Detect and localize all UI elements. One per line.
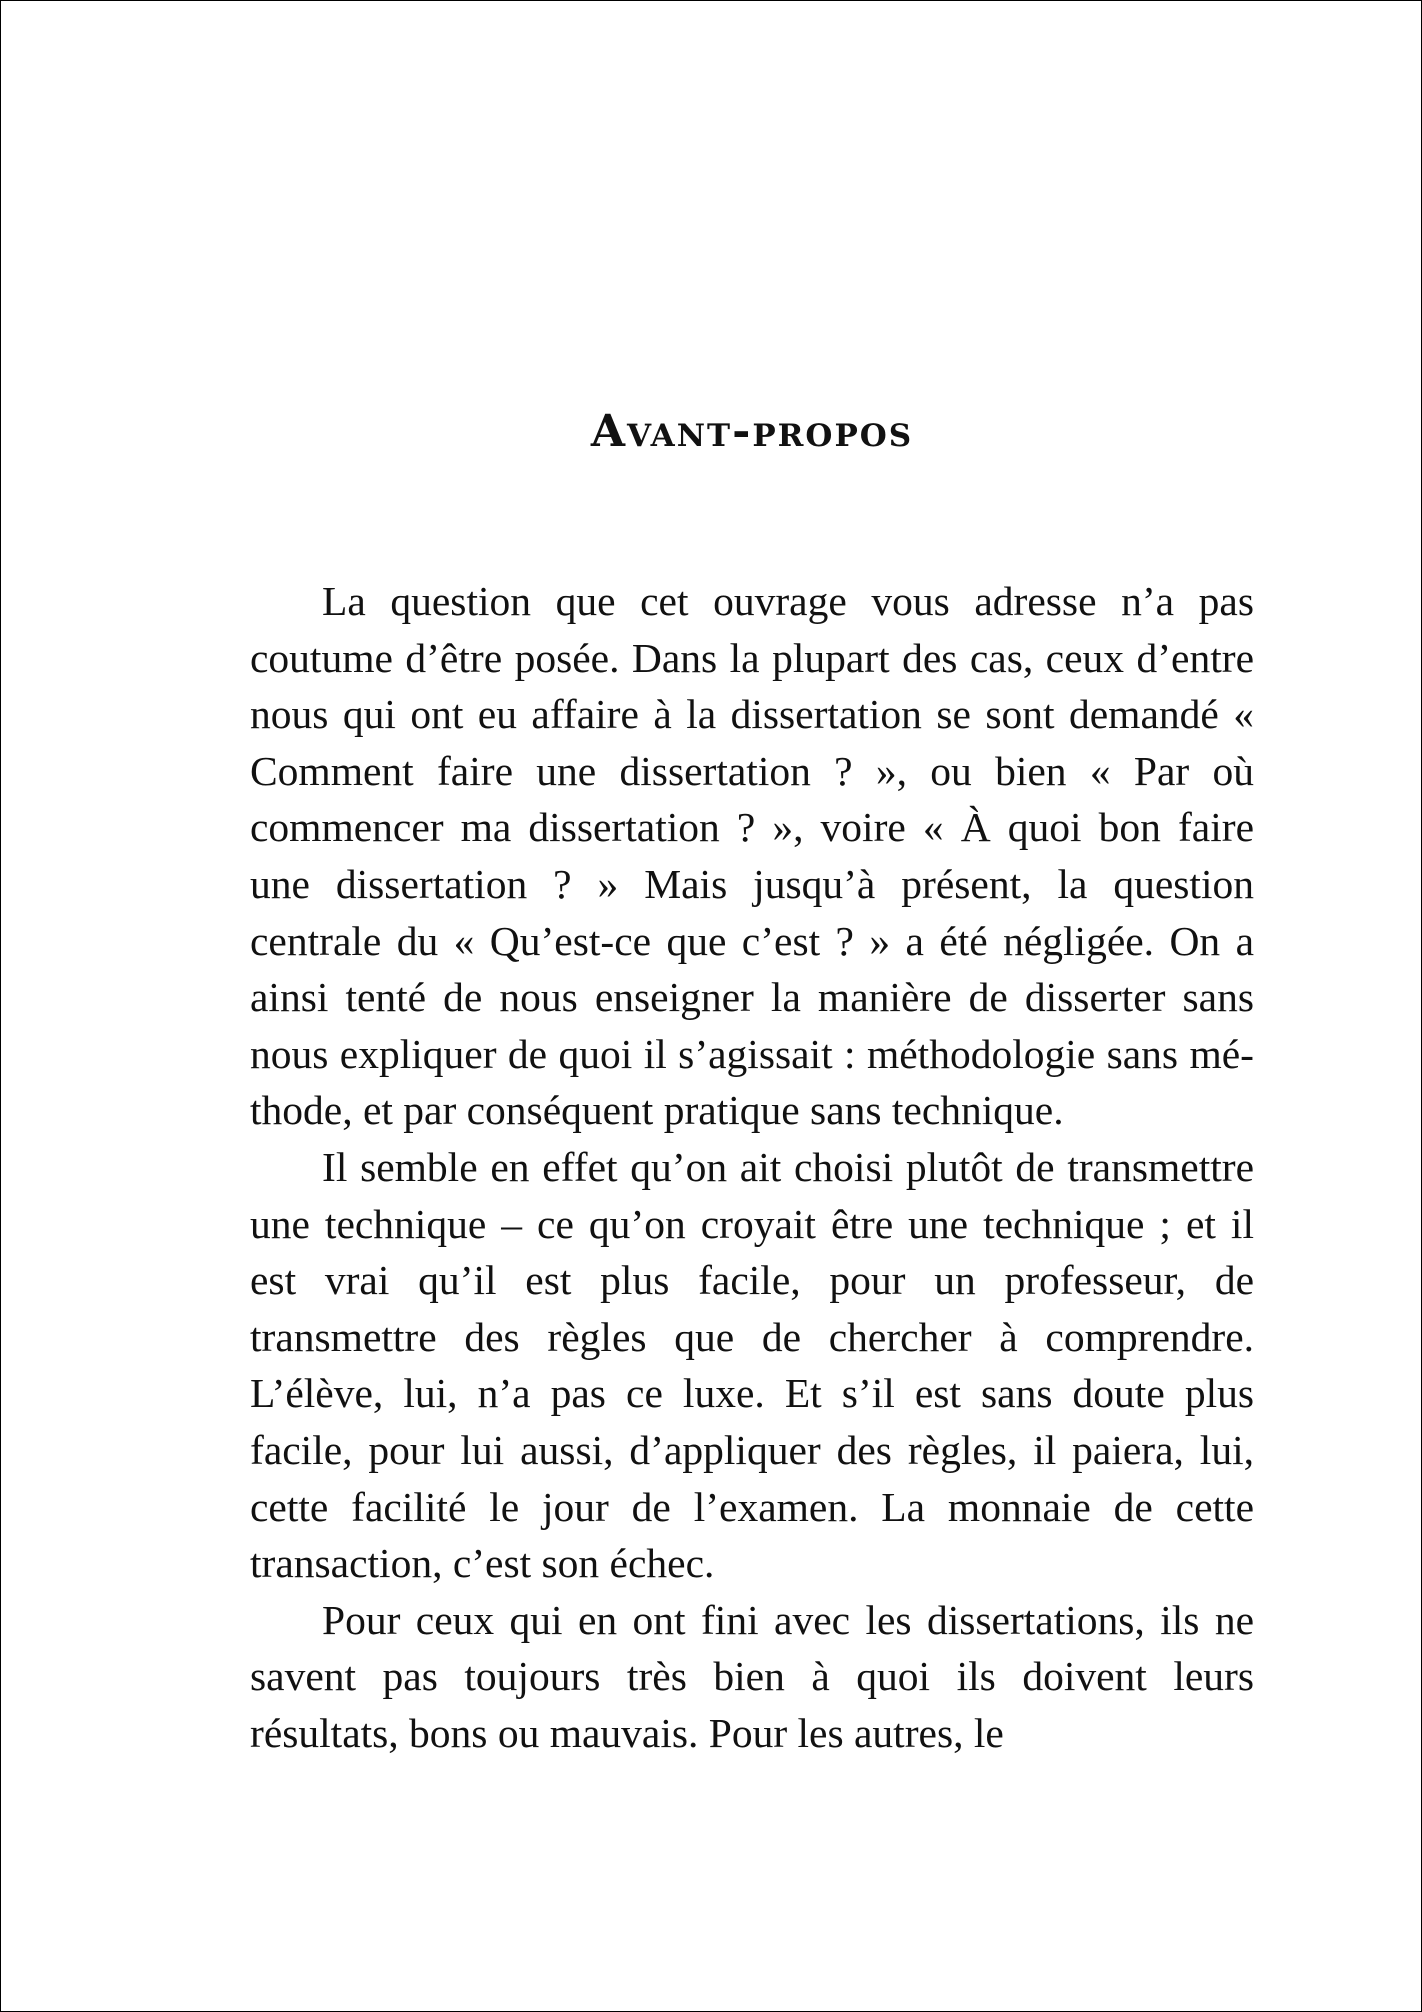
body-text — [250, 573, 1254, 1761]
paragraph-2: Il semble en effet qu’on ait choisi plutôt de transmettre une technique – ce qu’on croyait être une technique ; et il est vrai qu’il est plus facile, pour un professeur, de transmettre des règles que de chercher à comprendre. L’élève, lui, n’a pas ce luxe. Et s’il est sans doute plus facile, pour lui aussi, d’appliquer des règles, il paiera, lui, cette facilité le jour de l’examen. La monnaie de cette transaction, c’est son échec. — [250, 1143, 1254, 1587]
paragraph-1: La question que cet ouvrage vous adresse n’a pas coutume d’être posée. Dans la plupart des cas, ceux d’entre nous qui ont eu affaire à la dissertation se sont demandé « Comment faire une dissertation ? », ou bien « Par où commencer ma dissertation ? », voire « À quoi bon faire une dissertation ? » Mais jusqu’à présent, la question centrale du « Qu’est-ce que c’est ? » a été négligée. On a ainsi tenté de nous enseigner la manière de disserter sans nous expliquer de quoi il s’agissait : méthodologie sans méthode, et par conséquent pratique sans technique. — [250, 578, 1254, 1134]
page-title: Avant-propos — [590, 406, 914, 457]
paragraph-3: Pour ceux qui en ont fini avec les dissertations, ils ne savent pas toujours très bien à quoi ils doivent leurs résultats, bons ou mauvais. Pour les autres, le — [250, 1596, 1254, 1756]
